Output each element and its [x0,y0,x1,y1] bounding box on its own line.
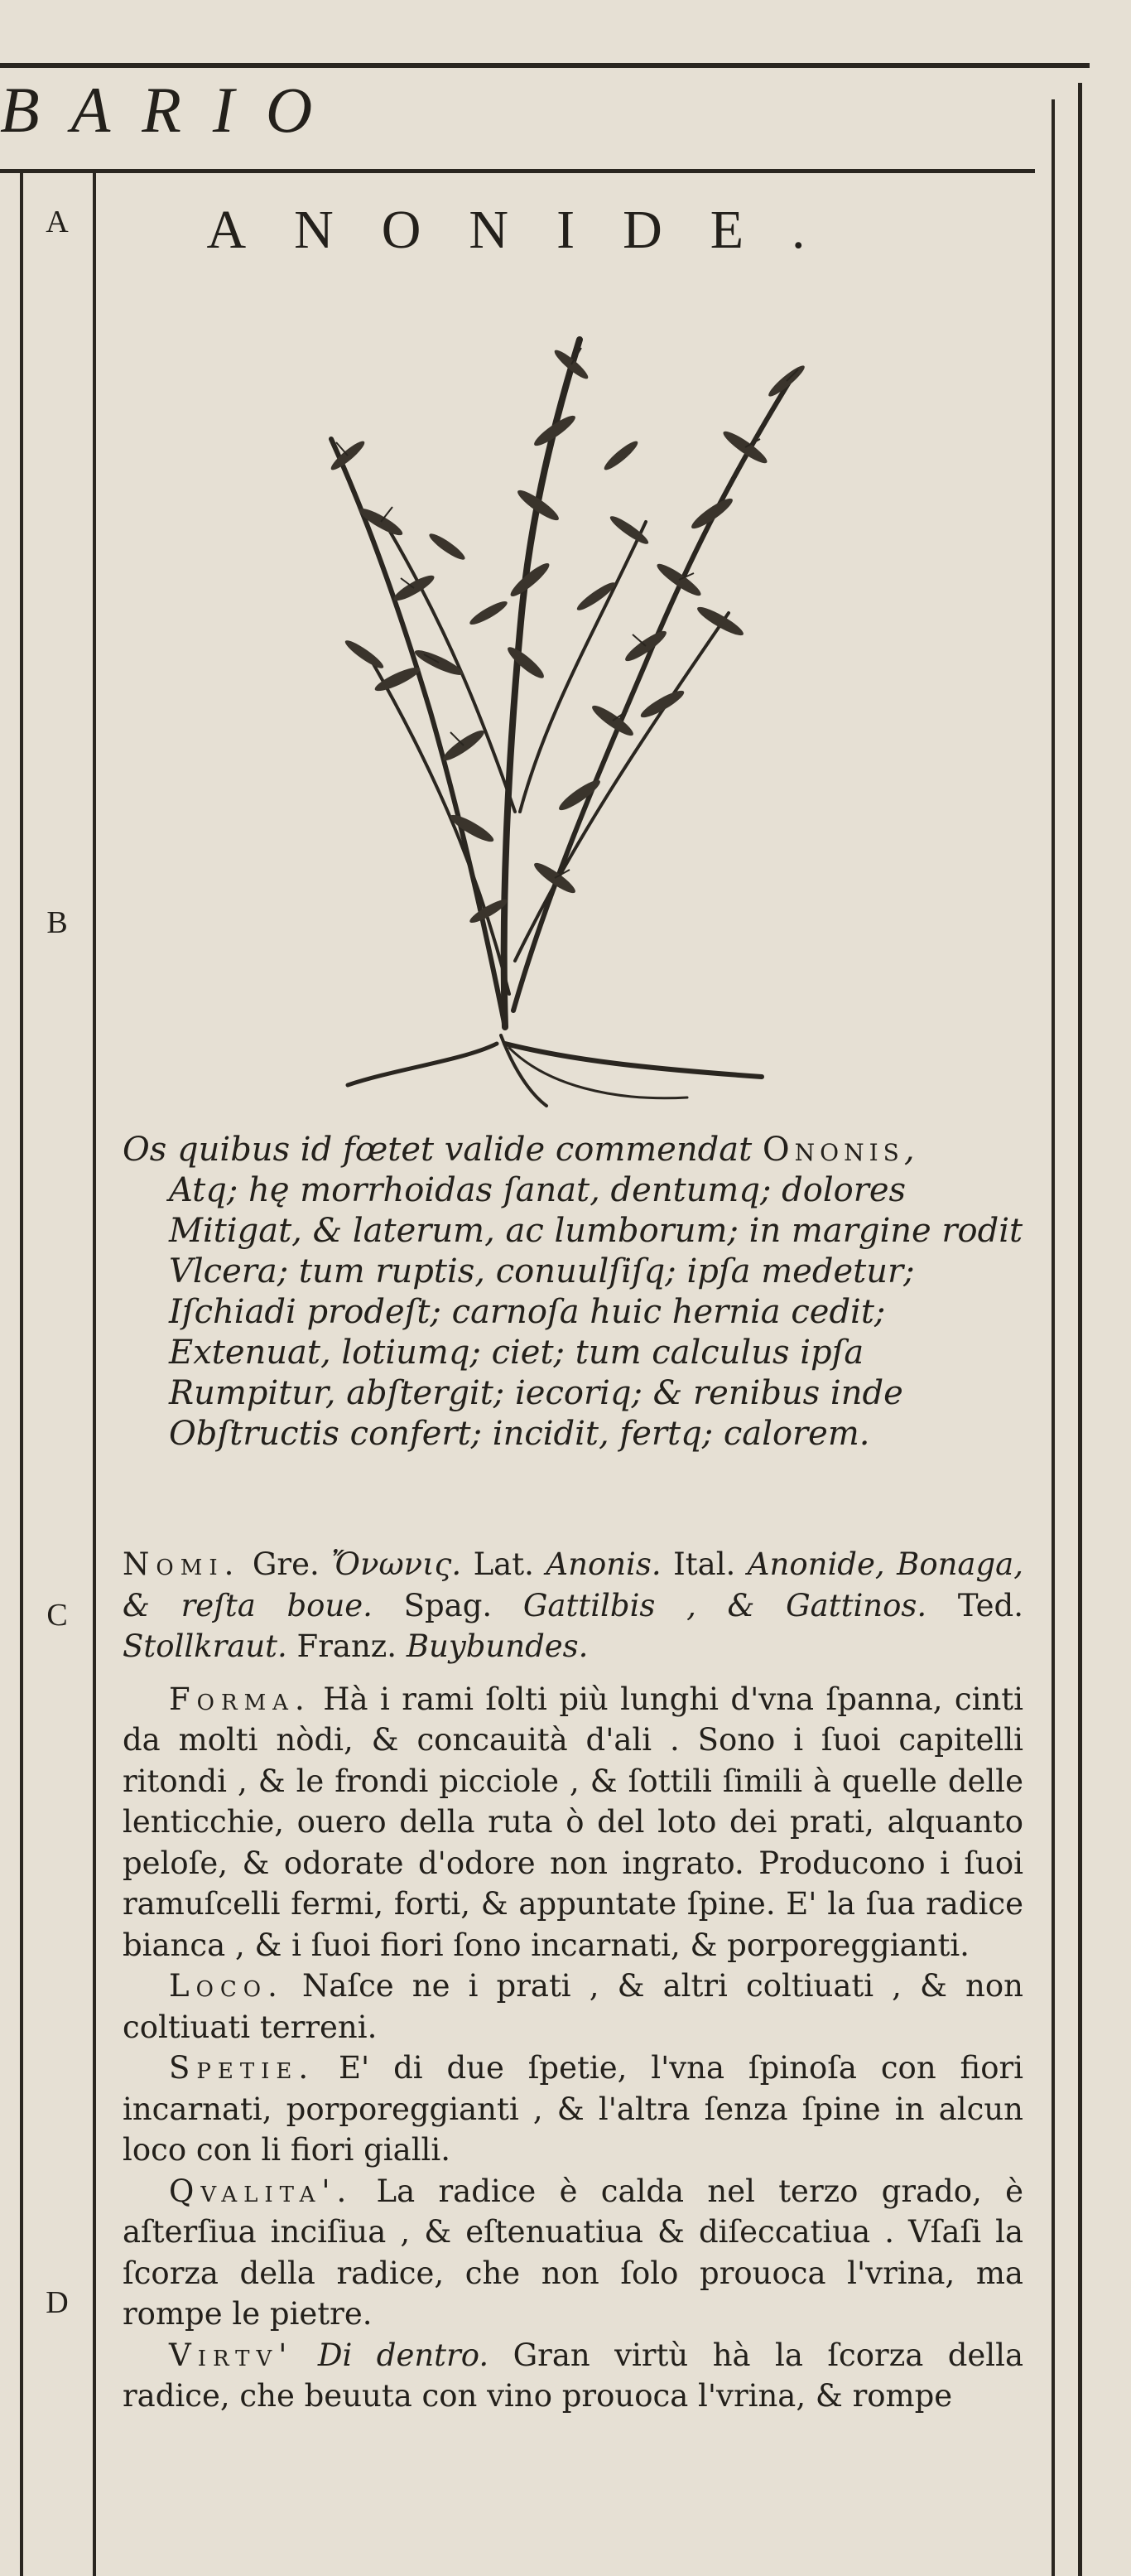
left-outer-rule [20,171,23,2576]
section-heading: Forma. [169,1681,311,1717]
verse-block [123,1130,1023,1454]
verse-line: Vlcera; tum ruptis, conuulſiſq; ipſa medetur; [169,1252,915,1290]
page-title: ANONIDE. [206,200,854,260]
section-heading: Nomi. [123,1546,241,1582]
right-outer-rule [1078,83,1082,2576]
margin-letter-d: D [25,2283,89,2323]
section-virtu [123,2335,1023,2417]
section-heading: Loco. [169,1968,284,2004]
woodcut-plant-anonide-icon [298,315,828,1110]
section-heading: Virtv' [169,2337,294,2373]
verse-line: Rumpitur, abſtergit; iecoriq; & renibus inde [169,1374,903,1412]
section-text: Ted. [926,1587,1023,1623]
header-rule [0,169,1035,173]
section-heading: Spetie. [169,2050,315,2086]
section-text: Di dentro. [317,2337,489,2373]
section-spetie [123,2048,1023,2171]
section-text: Gre. [240,1546,332,1582]
section-text: E' di due ſpetie, l'vna ſpinoſa con fiori incarnati, porporeggianti , & l'altra ſenza ſpine in alcun loco con li fiori gialli. [123,2050,1023,2168]
section-text [293,2337,317,2373]
section-text: Gattilbis , & Gattinos. [522,1587,927,1623]
verse-line: Obſtructis confert; incidit, fertq; calorem. [169,1415,870,1453]
section-text: Stollkraut. [123,1628,287,1664]
verse-line: Os quibus id fœtet valide commendat Ononis, [123,1131,915,1169]
verse-small-caps: Ononis [762,1131,904,1169]
section-text: Spag. [372,1587,523,1623]
prose-body [123,1544,1023,2417]
top-rule [0,63,1090,68]
section-text: Ὄνωνις. [331,1546,462,1582]
section-forma [123,1679,1023,1966]
section-text: Gran virtù hà la ſcorza della radice, che beuuta con vino prouoca l'vrina, & rompe [123,2337,1024,2414]
verse-line: Iſchiadi prodeſt; carnoſa huic hernia cedit; [169,1293,886,1331]
margin-letter-c: C [25,1595,89,1635]
verse-line: Atq; hę morrhoidas ſanat, dentumq; dolores [169,1171,907,1209]
section-text: Hà i rami ſolti più lunghi d'vna ſpanna, cinti da molti nòdi, & concauità d'ali . Sono i ſuoi capitelli ritondi , & le frondi picciole , & ſottili ſimili à quelle delle lenticchie, ouero della ruta ò del loto dei prati, alquanto peloſe, & odorate d'odore non ingrato. Producono i ſuoi ramuſcelli fermi, forti, & appuntate ſpine. E' la ſua radice bianca , & i ſuoi fiori ſono incarnati, & porporeggianti. [123,1681,1023,1963]
verse-line: Extenuat, lotiumq; ciet; tum calculus ipſa [169,1334,864,1372]
running-head: BARIO [0,74,344,146]
section-text: Lat. [461,1546,546,1582]
section-loco [123,1966,1023,2048]
section-text: Franz. [286,1628,407,1664]
section-text: Naſce ne i prati , & altri coltiuati , & non coltiuati terreni. [123,1968,1023,2045]
section-text: La radice è calda nel terzo grado, è aſterſiua inciſiua , & eſtenuatiua & diſeccatiua . Vſaſi la ſcorza della radice, che non ſolo prouoca l'vrina, ma rompe le pietre. [123,2173,1023,2332]
section-text: Anonis. [546,1546,662,1582]
section-nomi [123,1544,1023,1667]
section-text: Ital. [661,1546,748,1582]
right-inner-rule [1052,99,1055,2576]
left-inner-rule [93,171,96,2576]
section-text: Buybundes. [406,1628,589,1664]
margin-letter-b: B [25,903,89,943]
section-text: Anonide, Bonaga, & reſta boue. [123,1546,1023,1623]
section-heading: Qvalita'. [169,2173,354,2209]
section-qualita [123,2171,1023,2335]
verse-line: Mitigat, & laterum, ac lumborum; in margine rodit [169,1212,1023,1250]
margin-letter-a: A [25,202,89,242]
